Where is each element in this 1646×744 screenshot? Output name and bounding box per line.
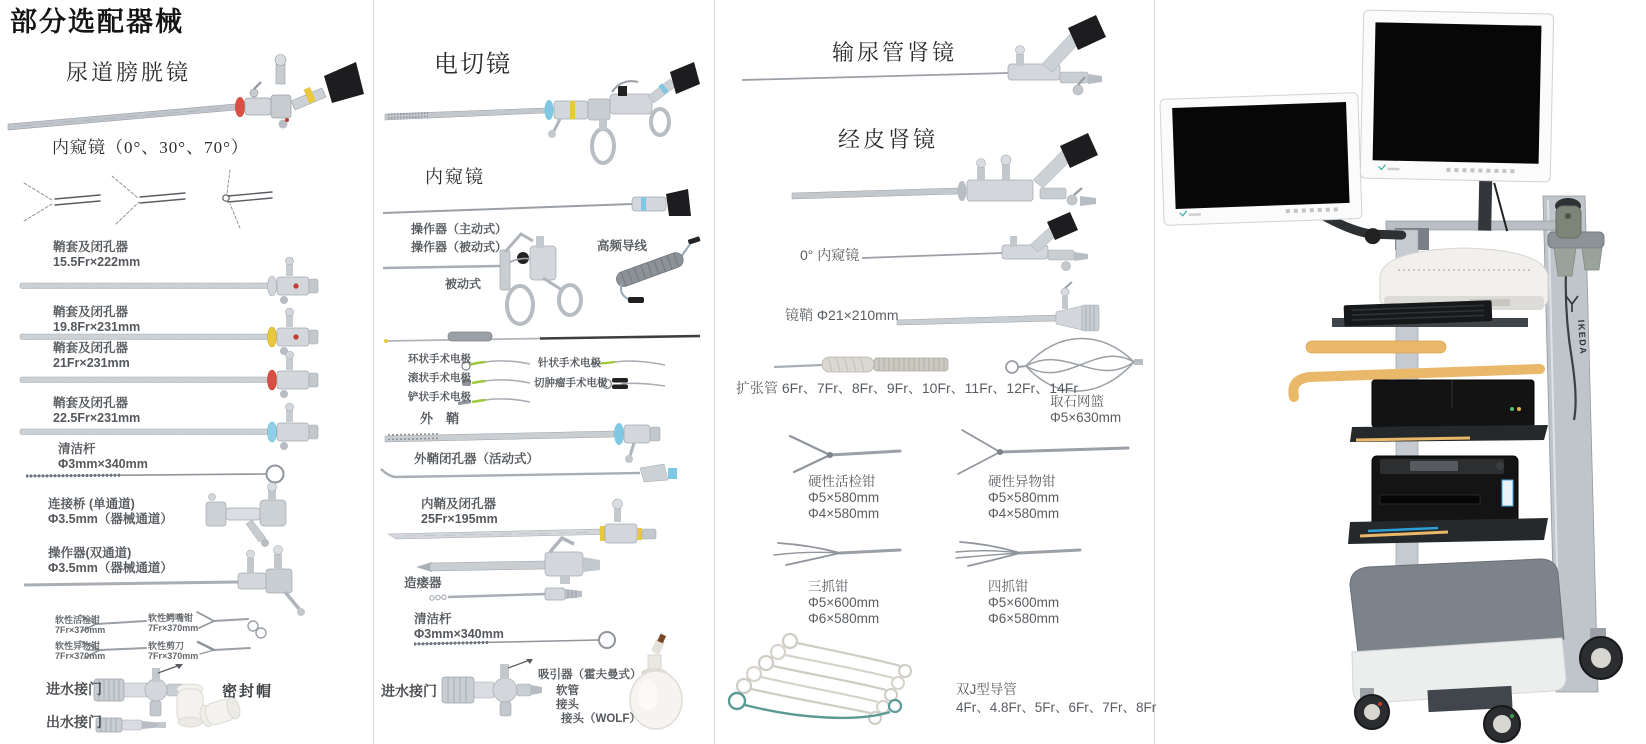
bridge-spec: Φ3.5mm（器械通道） <box>48 512 173 526</box>
electrode-needle-image <box>591 361 665 365</box>
electrode-needle-label: 针状手术电极 <box>538 357 601 369</box>
endoscope-2-image <box>383 189 691 216</box>
basket-spec: Φ5×630mm <box>1050 410 1122 425</box>
cart-base-top <box>1350 559 1564 653</box>
electrode-spade-label: 铲状手术电极 <box>408 391 471 403</box>
fistula-label: 造瘘器 <box>404 576 442 590</box>
grasper-3-spec1: Φ5×600mm <box>808 595 880 610</box>
cleaning-rod-2-spec: Φ3mm×340mm <box>414 627 504 641</box>
passive-caption: 被动式 <box>445 277 482 291</box>
stents-image <box>729 634 911 724</box>
flex-forceps-1-spec: 7Fr×370mm <box>55 625 106 635</box>
monitor-right-buttons <box>1446 170 1514 171</box>
flex-forceps-1-name: 软性活检钳 <box>55 615 101 625</box>
dilator-image <box>774 357 948 372</box>
resectoscope-title: 电切镜 <box>434 52 512 78</box>
flex-forceps-3-spec: 7Fr×370mm <box>55 651 106 661</box>
three-prong-grasper-image <box>774 543 900 565</box>
flex-forceps-2-spec: 7Fr×370mm <box>148 623 199 633</box>
ureteroscope-title: 输尿管肾镜 <box>832 40 958 65</box>
suction-label-1: 吸引器（霍夫曼式） <box>538 669 642 681</box>
outlet-connector-image <box>96 718 166 732</box>
fistula-device-image <box>416 538 600 600</box>
rigid-biopsy-forceps-image <box>790 436 900 472</box>
suction-label-3: 接头 <box>556 699 579 711</box>
grasper-4-spec2: Φ6×580mm <box>988 611 1060 626</box>
rigid-forceps-2-spec1: Φ5×580mm <box>988 490 1060 505</box>
electrode-rod-image <box>384 332 700 343</box>
monitor-right <box>1359 10 1554 232</box>
electrode-ring-image <box>462 361 530 370</box>
four-prong-grasper-image <box>956 542 1080 566</box>
page-title: 部分选配器械 <box>10 7 184 37</box>
scope-0-label: 0° 内窥镜 <box>800 247 860 263</box>
hf-cable-label: 高频导线 <box>597 239 648 253</box>
scope-0-image <box>862 212 1088 271</box>
inlet-label-1: 进水接门 <box>46 681 102 697</box>
seal-cap-label: 密封帽 <box>222 683 274 700</box>
cart-brand-text: IKEDA <box>1576 319 1589 356</box>
sheath-item-4-name: 鞘套及闭孔器 <box>53 396 129 410</box>
inlet-label-2: 进水接门 <box>381 683 437 699</box>
flex-scissors-spec: 7Fr×370mm <box>148 651 199 661</box>
grasper-3-spec2: Φ6×580mm <box>808 611 880 626</box>
rigid-forceps-1-spec2: Φ4×580mm <box>808 506 880 521</box>
electrode-tumor-label: 切肿瘤手术电极 <box>534 377 608 389</box>
flex-forceps-2-name: 软性鳄嘴钳 <box>148 613 194 623</box>
outer-sheath-label: 外 鞘 <box>420 411 460 426</box>
sheath-item-1-name: 鞘套及闭孔器 <box>53 240 129 254</box>
cleaning-rod-1-name: 清洁杆 <box>58 442 96 456</box>
inlet-connector-2-image <box>442 659 542 716</box>
grasper-3-name: 三抓钳 <box>808 579 849 594</box>
outlet-label: 出水接门 <box>46 714 102 730</box>
inner-sheath-name: 内鞘及闭孔器 <box>421 497 497 511</box>
grasper-4-name: 四抓钳 <box>988 579 1029 594</box>
flex-scissors-name: 软性剪刀 <box>148 641 185 651</box>
endoscope-angles-label: 内窥镜（0°、30°、70°） <box>52 138 249 157</box>
resectoscope-image <box>385 62 700 163</box>
rigid-forceps-2-spec2: Φ4×580mm <box>988 506 1060 521</box>
rigid-foreign-body-forceps-image <box>958 430 1128 474</box>
operator-passive-label: 操作器（被动式） <box>411 240 508 254</box>
suction-label-4: 接头（WOLF） <box>561 713 641 725</box>
divider-3 <box>1154 0 1155 744</box>
rigid-forceps-1-spec1: Φ5×580mm <box>808 490 880 505</box>
endoscope-2-title: 内窥镜 <box>425 167 485 187</box>
electrode-tumor-image <box>603 378 666 389</box>
bridge-image <box>206 483 286 548</box>
cart-handle-top <box>1306 341 1446 353</box>
sheath-item-2-spec: 19.8Fr×231mm <box>53 320 141 334</box>
operator-dual-spec: Φ3.5mm（器械通道） <box>48 561 173 575</box>
nephroscope-sheath-image <box>897 282 1099 331</box>
sheath-item-4-spec: 22.5Fr×231mm <box>53 411 141 425</box>
flex-forceps-3-name: 软性异物钳 <box>55 641 101 651</box>
basket-name: 取石网篮 <box>1050 394 1104 409</box>
cart-printer <box>1372 456 1518 528</box>
endoscope-angle-diagrams-image <box>24 170 272 228</box>
electrode-roller-image <box>462 379 530 386</box>
dilator-label: 扩张管 6Fr、7Fr、8Fr、9Fr、10Fr、11Fr、12Fr、14Fr <box>736 380 1078 396</box>
cystoscope-title: 尿道膀胱镜 <box>66 60 192 85</box>
grasper-4-spec1: Φ5×600mm <box>988 595 1060 610</box>
sheath-item-1-spec: 15.5Fr×222mm <box>53 255 141 269</box>
divider-1 <box>373 0 374 744</box>
stent-name: 双J型导管 <box>956 682 1017 697</box>
operator-dual-name: 操作器(双通道) <box>48 546 132 560</box>
monitor-left-screen <box>1172 102 1349 209</box>
monitor-right-screen <box>1373 22 1542 163</box>
sheath-item-3-spec: 21Fr×231mm <box>53 356 130 370</box>
cart-image <box>1293 196 1622 742</box>
sheath-item-2-name: 鞘套及闭孔器 <box>53 305 129 319</box>
sheath-item-3-name: 鞘套及闭孔器 <box>53 341 129 355</box>
electrode-ring-label: 环状手术电极 <box>408 353 471 365</box>
nephroscope-sheath-label: 镜鞘 Φ21×210mm <box>785 307 899 323</box>
cleaning-rod-2-name: 清洁杆 <box>414 612 452 626</box>
bridge-name: 连接桥 (单通道) <box>48 497 135 511</box>
inner-sheath-spec: 25Fr×195mm <box>421 512 498 526</box>
suction-label-2: 软管 <box>556 685 579 697</box>
stent-spec: 4Fr、4.8Fr、5Fr、6Fr、7Fr、8Fr <box>956 700 1157 715</box>
cart-camera-unit <box>1372 380 1534 427</box>
electrode-roller-label: 滚状手术电极 <box>408 372 471 384</box>
rigid-forceps-2-name: 硬性异物钳 <box>988 474 1056 489</box>
cleaning-rod-1-spec: Φ3mm×340mm <box>58 457 148 471</box>
outer-obturator-label: 外鞘闭孔器（活动式） <box>414 452 540 466</box>
divider-2 <box>714 0 715 744</box>
operator-active-label: 操作器（主动式） <box>411 222 508 236</box>
percutaneous-title: 经皮肾镜 <box>838 127 939 152</box>
rigid-forceps-1-name: 硬性活检钳 <box>808 474 876 489</box>
